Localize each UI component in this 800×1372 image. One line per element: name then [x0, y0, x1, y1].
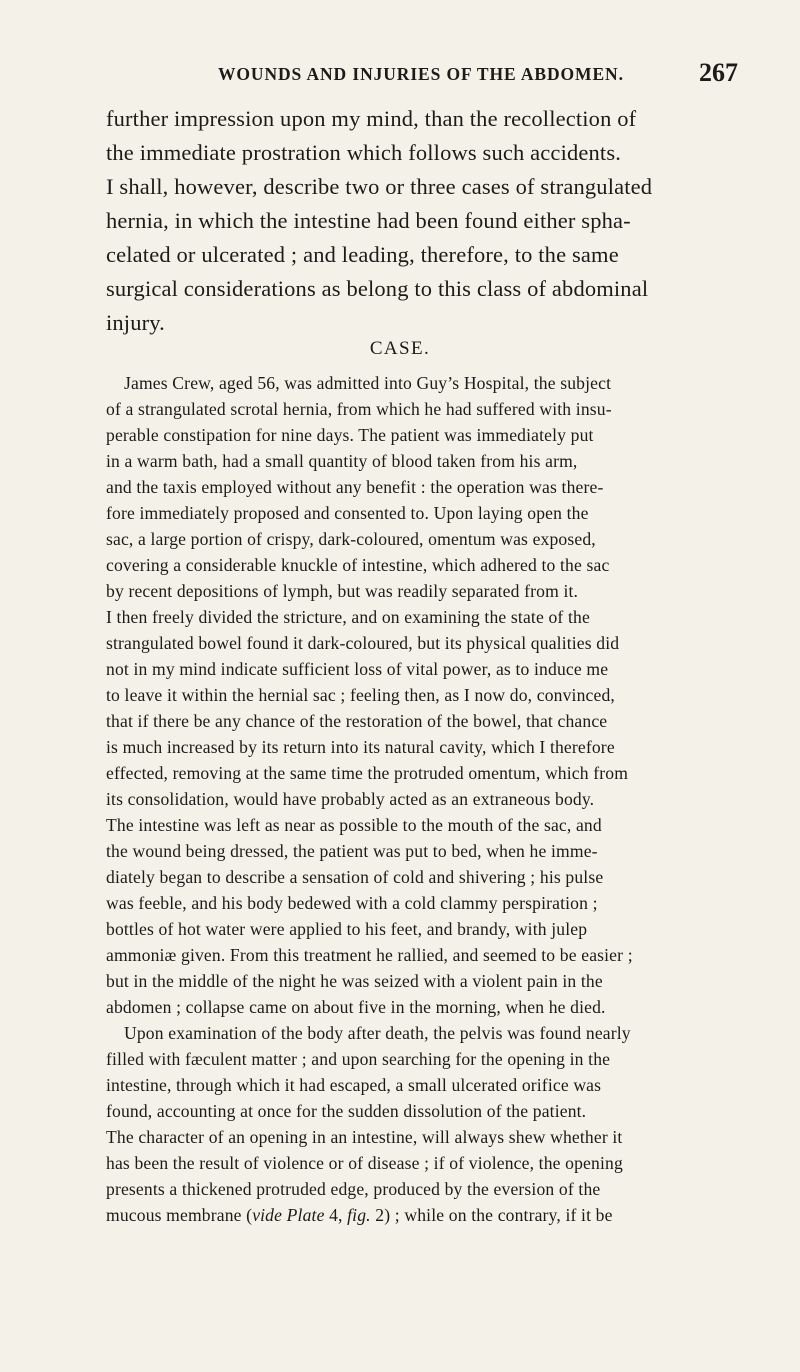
text-line: by recent depositions of lymph, but was readily separated from it. — [106, 581, 579, 601]
text-line: covering a considerable knuckle of intestine, which adhered to the sac — [106, 555, 610, 575]
text-line: diately began to describe a sensation of cold and shivering ; his pulse — [106, 867, 604, 887]
text-line: that if there be any chance of the restoration of the bowel, that chance — [106, 711, 608, 731]
text-line: The intestine was left as near as possible to the mouth of the sac, and — [106, 815, 602, 835]
text-line: sac, a large portion of crispy, dark-coloured, omentum was exposed, — [106, 529, 596, 549]
text-line: the immediate prostration which follows such accidents. — [106, 140, 621, 165]
text-line: is much increased by its return into its natural cavity, which I therefore — [106, 737, 615, 757]
case-heading: CASE. — [369, 338, 431, 359]
text-line: effected, removing at the same time the protruded omentum, which from — [106, 763, 629, 783]
text-fragment: mucous membrane ( — [106, 1205, 253, 1225]
text-fragment: ; while on the contrary, if it be — [390, 1205, 613, 1225]
text-line: found, accounting at once for the sudden dissolution of the patient. — [106, 1101, 587, 1121]
text-line: further impression upon my mind, than the recollection of — [106, 106, 637, 131]
text-line: its consolidation, would have probably acted as an extraneous body. — [106, 789, 595, 809]
text-line: surgical considerations as belong to this class of abdominal — [106, 276, 649, 301]
fig-number: 2) — [370, 1205, 391, 1225]
text-line: was feeble, and his body bedewed with a cold clammy perspiration ; — [106, 893, 598, 913]
text-line: The character of an opening in an intestine, will always shew whether it — [106, 1127, 623, 1147]
italic-fig: fig. — [347, 1205, 371, 1225]
text-line: James Crew, aged 56, was admitted into Guy’s Hospital, the subject — [124, 373, 612, 393]
text-line: the wound being dressed, the patient was put to bed, when he imme- — [106, 841, 598, 861]
plate-number: 4, — [324, 1205, 348, 1225]
running-title: WOUNDS AND INJURIES OF THE ABDOMEN. — [218, 64, 624, 84]
text-line: and the taxis employed without any benefit : the operation was there- — [106, 477, 604, 497]
italic-plate: Plate — [286, 1205, 325, 1225]
page-number: 267 — [699, 58, 738, 87]
text-line: Upon examination of the body after death, the pelvis was found nearly — [124, 1023, 631, 1043]
text-line: to leave it within the hernial sac ; feeling then, as I now do, convinced, — [106, 685, 615, 705]
text-line: abdomen ; collapse came on about five in the morning, when he died. — [106, 997, 606, 1017]
text-line: in a warm bath, had a small quantity of blood taken from his arm, — [106, 451, 578, 471]
text-line: bottles of hot water were applied to his feet, and brandy, with julep — [106, 919, 588, 939]
text-line: celated or ulcerated ; and leading, therefore, to the same — [106, 242, 619, 267]
italic-vide: vide — [252, 1205, 283, 1225]
text-line: but in the middle of the night he was seized with a violent pain in the — [106, 971, 603, 991]
text-line: not in my mind indicate sufficient loss of vital power, as to induce me — [106, 659, 609, 679]
running-head — [218, 58, 738, 86]
text-line: of a strangulated scrotal hernia, from which he had suffered with insu- — [106, 399, 612, 419]
text-line: I then freely divided the stricture, and on examining the state of the — [106, 607, 590, 627]
text-line: filled with fæculent matter ; and upon searching for the opening in the — [106, 1049, 611, 1069]
text-line: perable constipation for nine days. The patient was immediately put — [106, 425, 594, 445]
text-line: ammoniæ given. From this treatment he rallied, and seemed to be easier ; — [106, 945, 633, 965]
text-line: injury. — [106, 310, 165, 335]
text-line: I shall, however, describe two or three cases of strangulated — [106, 174, 653, 199]
text-line: strangulated bowel found it dark-coloured, but its physical qualities did — [106, 633, 620, 653]
text-line: intestine, through which it had escaped, a small ulcerated orifice was — [106, 1075, 602, 1095]
text-line: fore immediately proposed and consented to. Upon laying open the — [106, 503, 589, 523]
text-line: hernia, in which the intestine had been found either spha- — [106, 208, 631, 233]
text-line: has been the result of violence or of disease ; if of violence, the opening — [106, 1153, 623, 1173]
text-line-last — [106, 1205, 613, 1226]
text-line: presents a thickened protruded edge, produced by the eversion of the — [106, 1179, 601, 1199]
